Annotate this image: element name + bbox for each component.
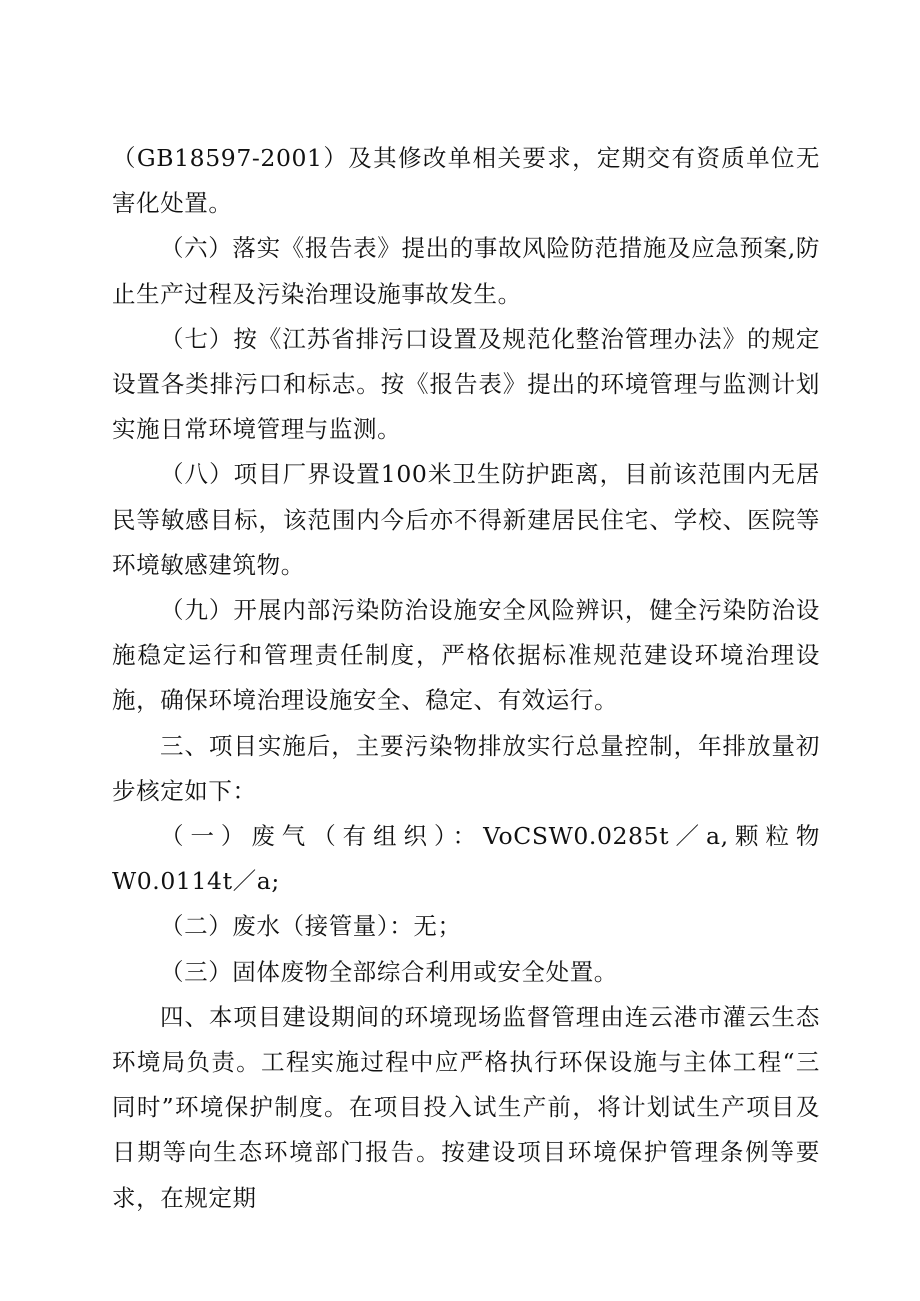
document-body — [112, 136, 820, 1221]
paragraph-waste-gas: （一）废气（有组织）：VoCSW0.0285t／a,颗粒物W0.0114t／a; — [112, 822, 820, 896]
paragraph-solid-waste: （三）固体废物全部综合利用或安全处置。 — [160, 957, 618, 986]
paragraph-item-7: （七）按《江苏省排污口设置及规范化整治管理办法》的规定设置各类排污口和标志。按《报告表》提出的环境管理与监测计划实施日常环境管理与监测。 — [112, 324, 820, 444]
paragraph-item-6: （六）落实《报告表》提出的事故风险防范措施及应急预案,防止生产过程及污染治理设施事故发生。 — [112, 234, 820, 308]
paragraph-item-8: （八）项目厂界设置100米卫生防护距离，目前该范围内无居民等敏感目标，该范围内今后亦不得新建居民住宅、学校、医院等环境敏感建筑物。 — [112, 460, 820, 579]
paragraph-section-3: 三、项目实施后，主要污染物排放实行总量控制，年排放量初步核定如下： — [112, 731, 820, 805]
paragraph-disposal: （GB18597-2001）及其修改单相关要求，定期交有资质单位无害化处置。 — [112, 144, 820, 218]
paragraph-section-4: 四、本项目建设期间的环境现场监督管理由连云港市灌云生态环境局负责。工程实施过程中应严格执行环保设施与主体工程“三同时”环境保护制度。在项目投入试生产前，将计划试生产项目及日期等向生态环境部门报告。按建设项目环境保护管理条例等要求，在规定期 — [112, 1002, 820, 1212]
paragraph-waste-water: （二）废水（接管量）：无； — [160, 912, 462, 941]
paragraph-item-9: （九）开展内部污染防治设施安全风险辨识，健全污染防治设施稳定运行和管理责任制度，严格依据标准规范建设环境治理设施，确保环境治理设施安全、稳定、有效运行。 — [112, 596, 820, 715]
